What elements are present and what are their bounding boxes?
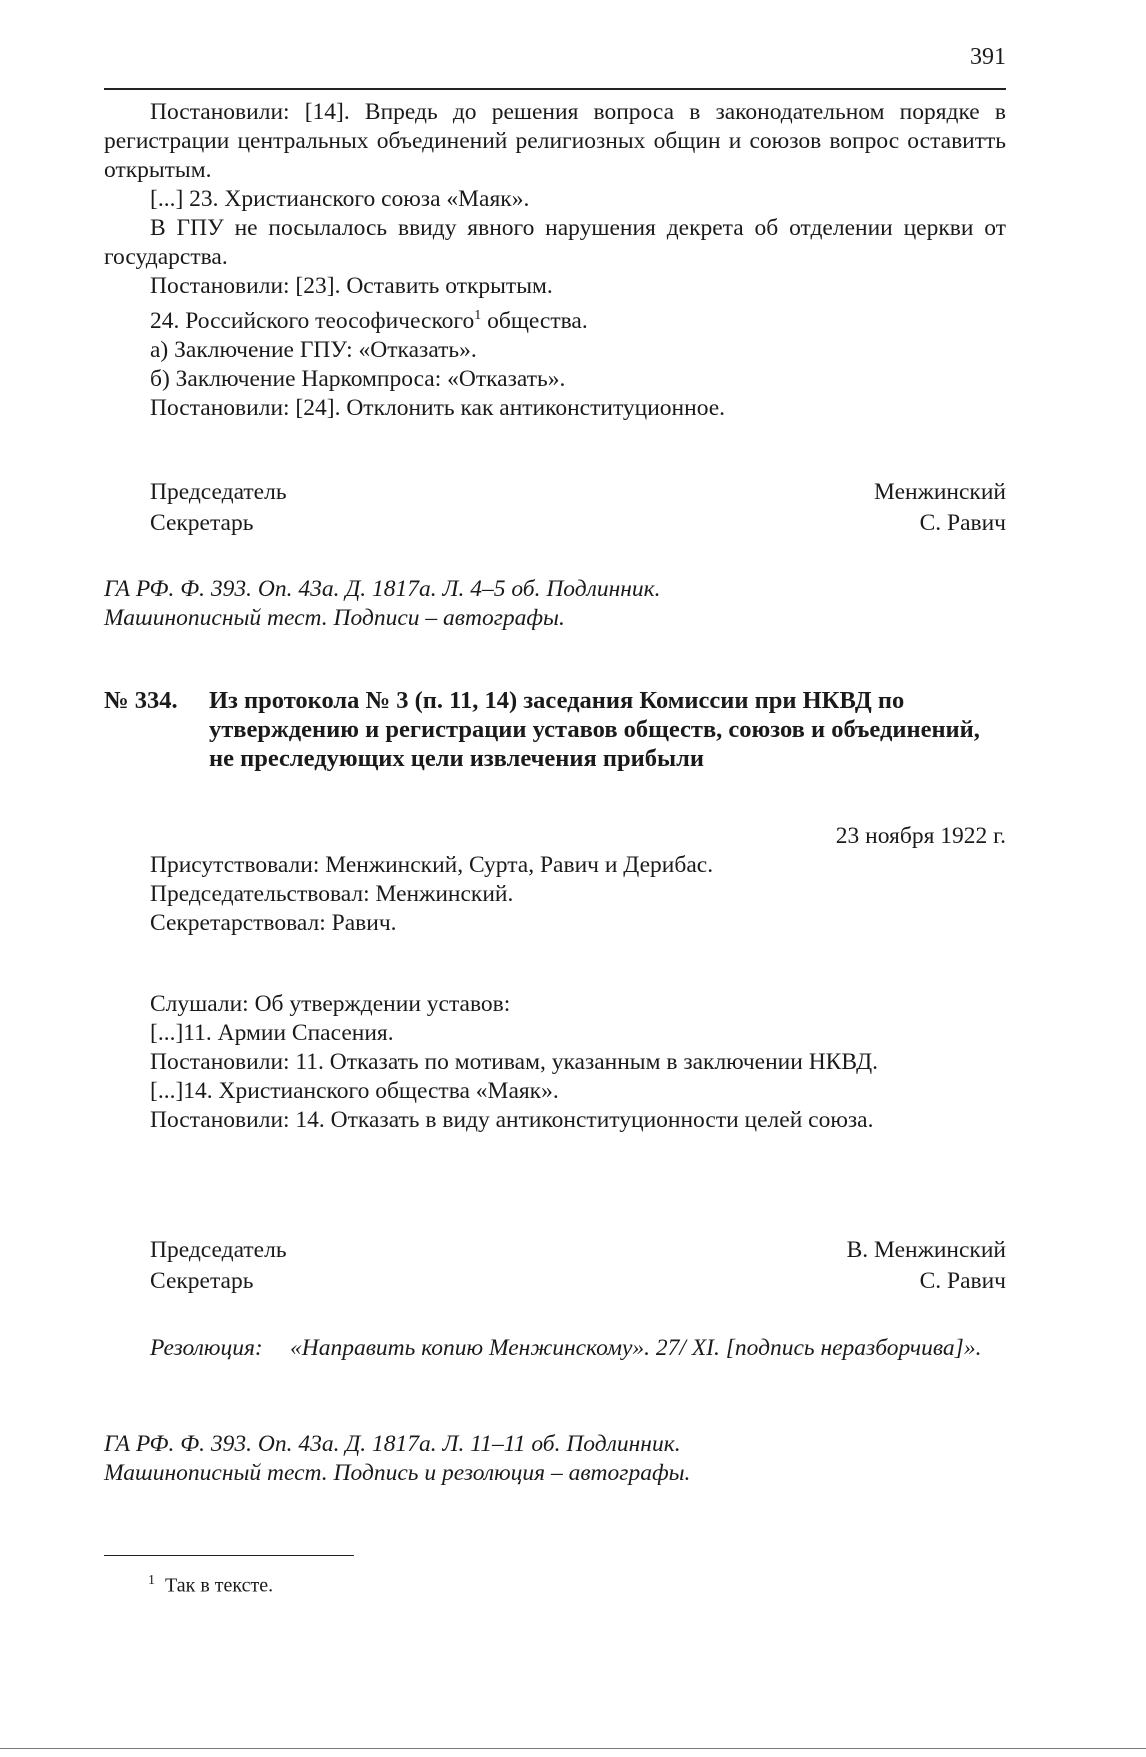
item-24-text: 24. Российского теософического — [150, 307, 475, 334]
archival-source-1 — [104, 575, 1006, 633]
document-date: 23 ноября 1922 г. — [835, 823, 1006, 849]
paragraph: [...]11. Армии Спасения. — [150, 1020, 394, 1046]
paragraph: Постановили: 14. Отказать в виду антиконституционности целей союза. — [150, 1107, 874, 1133]
attendance-line: Присутствовали: Менжинский, Сурта, Равич и Дерибас. — [150, 852, 714, 878]
chair-name: В. Менжинский — [846, 1237, 1006, 1263]
footnote-rule — [104, 1555, 354, 1556]
resolution — [104, 1334, 1006, 1363]
item-24-text-end: общества. — [481, 307, 588, 334]
paragraph-item-24 — [104, 301, 1006, 336]
signature-line-chair — [104, 1236, 1006, 1267]
secretary-label: Секретарь — [150, 1268, 254, 1294]
signatures-2 — [104, 1236, 1006, 1298]
document-334-minutes — [104, 990, 1006, 1135]
paragraph: Слушали: Об утверждении уставов: — [150, 991, 511, 1017]
source-line: ГА РФ. Ф. 393. Оп. 43а. Д. 1817а. Л. 11–11 об. Подлинник. — [104, 1431, 681, 1457]
attendance-line: Председательствовал: Менжинский. — [150, 881, 514, 907]
resolution-text: «Направить копию Менжинскому». 27/ XI. [подпись неразборчива]». — [290, 1335, 982, 1361]
document-title: Из протокола № 3 (п. 11, 14) заседания Комиссии при НКВД по утверждению и регистрации уставов обществ, союзов и объединений, не преследующих цели извлечения прибыли — [209, 687, 980, 772]
source-line: Машинописный тест. Подписи – автографы. — [104, 605, 565, 631]
archival-source-2 — [104, 1430, 1006, 1488]
paragraph: Постановили: [14]. Впредь до решения вопроса в законодательном порядке в регистрации центральных объединений религиозных общин и союзов вопрос оставитть открытым. — [104, 99, 1006, 183]
document-number: № 334. — [104, 687, 178, 714]
paragraph: В ГПУ не посылалось ввиду явного нарушения декрета об отделении церкви от государства. — [104, 215, 1006, 270]
paragraph: а) Заключение ГПУ: «Отказать». — [150, 336, 477, 363]
signature-line-secretary — [104, 1267, 1006, 1298]
previous-document-continuation — [104, 98, 1006, 423]
paragraph: [...]14. Христианского общества «Маяк». — [150, 1078, 559, 1104]
header-rule — [104, 88, 1006, 90]
source-line: Машинописный тест. Подпись и резолюция – автографы. — [104, 1460, 691, 1486]
attendance-line: Секретарствовал: Равич. — [150, 910, 397, 936]
document-334-body — [104, 822, 1006, 938]
chair-name: Менжинский — [874, 479, 1006, 505]
paragraph: Постановили: [23]. Оставить открытым. — [150, 273, 553, 299]
secretary-label: Секретарь — [150, 510, 254, 536]
secretary-name: С. Равич — [919, 1268, 1006, 1294]
chair-label: Председатель — [150, 479, 287, 505]
page-bottom-edge — [0, 1748, 1146, 1749]
chair-label: Председатель — [150, 1237, 287, 1263]
paragraph: б) Заключение Наркомпроса: «Отказать». — [150, 365, 566, 392]
signature-line-secretary — [104, 509, 1006, 540]
resolution-label: Резолюция: — [150, 1335, 263, 1361]
document-heading — [104, 686, 1006, 773]
footnote-marker: 1 — [148, 1573, 155, 1588]
paragraph: Постановили: 11. Отказать по мотивам, указанным в заключении НКВД. — [150, 1049, 879, 1075]
page-number: 391 — [970, 44, 1006, 70]
footnote-text: Так в тексте. — [165, 1574, 274, 1597]
paragraph: [...] 23. Христианского союза «Маяк». — [150, 186, 530, 212]
signatures-1 — [104, 478, 1006, 540]
signature-line-chair — [104, 478, 1006, 509]
footnote — [148, 1573, 273, 1598]
secretary-name: С. Равич — [919, 510, 1006, 536]
source-line: ГА РФ. Ф. 393. Оп. 43а. Д. 1817а. Л. 4–5 об. Подлинник. — [104, 576, 661, 602]
paragraph: Постановили: [24]. Отклонить как антиконституционное. — [150, 394, 726, 421]
footnote-ref: 1 — [474, 308, 482, 323]
